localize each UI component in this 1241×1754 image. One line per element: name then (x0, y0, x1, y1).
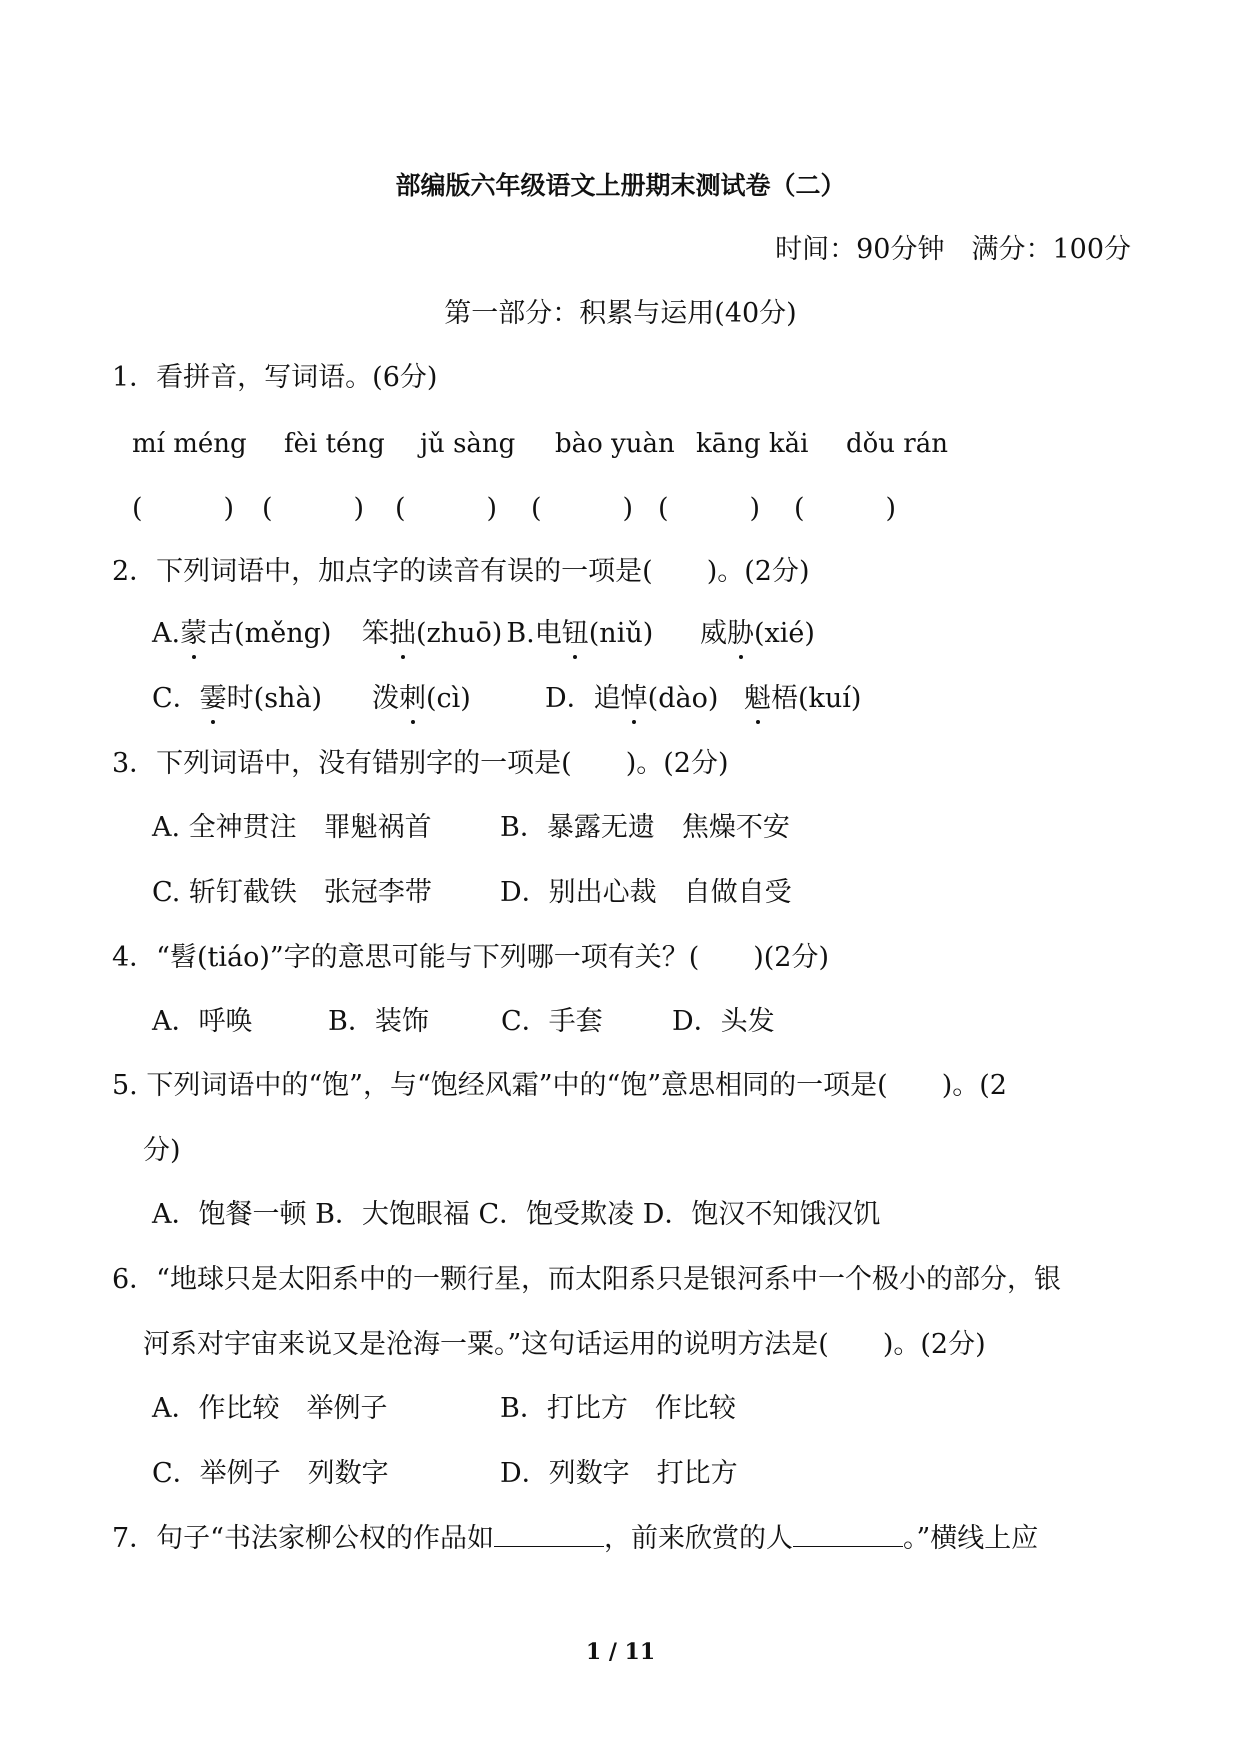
dotted-char: 钮 (562, 616, 589, 652)
question-7-stem (112, 1520, 1038, 1557)
option-label: A. (152, 618, 181, 649)
option-text: (zhuō) (416, 618, 503, 649)
fill-blank (494, 1520, 604, 1547)
option-text: (xié) (754, 618, 815, 649)
option-a (152, 616, 331, 652)
question-1-stem: 1．看拼音，写词语。(6分) (112, 362, 438, 393)
question-7-text: 7．句子“书法家柳公权的作品如 (112, 1523, 494, 1554)
option-b: B．暴露无遗 焦燥不安 (500, 812, 790, 843)
option-text: 泼 (372, 683, 399, 714)
question-5-stem-continued: 分) (143, 1135, 181, 1166)
question-7-text: ，前来欣赏的人 (603, 1523, 793, 1554)
option-text: 梧(kuí) (771, 683, 862, 714)
option-text: 时(shà) (226, 683, 323, 714)
option-text: (cì) (426, 683, 471, 714)
fill-blank (793, 1520, 903, 1547)
option-c-word-2 (372, 681, 471, 717)
answer-bracket: ( ) (262, 493, 365, 524)
pinyin-item: jǔ sàng (420, 429, 516, 459)
question-5-options: A．饱餐一顿 B．大饱眼福 C．饱受欺凌 D．饱汉不知饿汉饥 (152, 1199, 881, 1230)
option-d (545, 681, 718, 717)
option-text: 笨 (362, 618, 389, 649)
pinyin-item: fèi téng (284, 429, 385, 459)
option-c: C. 斩钉截铁 张冠李带 (152, 877, 432, 908)
exam-meta: 时间：90分钟 满分：100分 (775, 234, 1131, 265)
dotted-char: 霎 (200, 681, 227, 717)
dotted-char: 蒙 (180, 616, 207, 652)
dotted-char: 胁 (727, 616, 754, 652)
dotted-char: 拙 (389, 616, 416, 652)
option-label: C． (152, 683, 200, 714)
pinyin-item: dǒu rán (846, 429, 948, 459)
part-heading: 第一部分：积累与运用(40分) (444, 298, 797, 329)
option-a-word-2 (362, 616, 653, 652)
question-2-stem: 2．下列词语中，加点字的读音有误的一项是( )。(2分) (112, 556, 810, 587)
answer-bracket: ( ) (794, 493, 897, 524)
option-d-word-2 (744, 681, 861, 717)
question-5-stem: 5. 下列词语中的“饱”，与“饱经风霜”中的“饱”意思相同的一项是( )。(2 (112, 1070, 1007, 1101)
answer-bracket: ( ) (531, 493, 634, 524)
option-label: B. (506, 618, 535, 649)
option-label: D． (545, 683, 594, 714)
option-d: D．别出心裁 自做自受 (500, 877, 792, 908)
option-d: D．列数字 打比方 (500, 1458, 738, 1489)
answer-bracket: ( ) (395, 493, 498, 524)
option-text: (dào) (647, 683, 719, 714)
option-text: 追 (593, 683, 621, 714)
question-4-stem: 4．“髫(tiáo)”字的意思可能与下列哪一项有关？( )(2分) (112, 942, 830, 973)
question-7-text: 。”横线上应 (902, 1523, 1039, 1554)
option-a: A．呼唤 (152, 1006, 253, 1037)
page-title: 部编版六年级语文上册期末测试卷（二） (395, 171, 846, 200)
option-c (152, 681, 322, 717)
dotted-char: 刺 (399, 681, 426, 717)
question-3-stem: 3．下列词语中，没有错别字的一项是( )。(2分) (112, 748, 729, 779)
question-6-stem-continued: 河系对宇宙来说又是沧海一粟。”这句话运用的说明方法是( )。(2分) (143, 1329, 986, 1360)
question-6-stem: 6．“地球只是太阳系中的一颗行星，而太阳系只是银河系中一个极小的部分，银 (112, 1264, 1061, 1295)
answer-bracket: ( ) (658, 493, 761, 524)
option-text: 威 (700, 618, 727, 649)
option-text: 电 (534, 618, 562, 649)
page-number: 1 / 11 (585, 1639, 656, 1665)
option-a: A. 全神贯注 罪魁祸首 (152, 812, 432, 843)
option-c: C．举例子 列数字 (152, 1458, 389, 1489)
option-b-word-2 (700, 616, 815, 652)
pinyin-item: kāng kǎi (696, 429, 809, 459)
option-b: B．装饰 (328, 1006, 429, 1037)
option-b: B．打比方 作比较 (500, 1393, 736, 1424)
pinyin-item: bào yuàn (555, 429, 675, 459)
option-c: C．手套 (501, 1006, 603, 1037)
answer-bracket: ( ) (132, 493, 235, 524)
option-a: A．作比较 举例子 (152, 1393, 388, 1424)
option-text: (niǔ) (588, 618, 654, 649)
pinyin-item: mí méng (132, 429, 247, 459)
dotted-char: 悼 (621, 681, 648, 717)
option-text: 古(měng) (207, 618, 332, 649)
option-d: D．头发 (672, 1006, 775, 1037)
dotted-char: 魁 (744, 681, 771, 717)
